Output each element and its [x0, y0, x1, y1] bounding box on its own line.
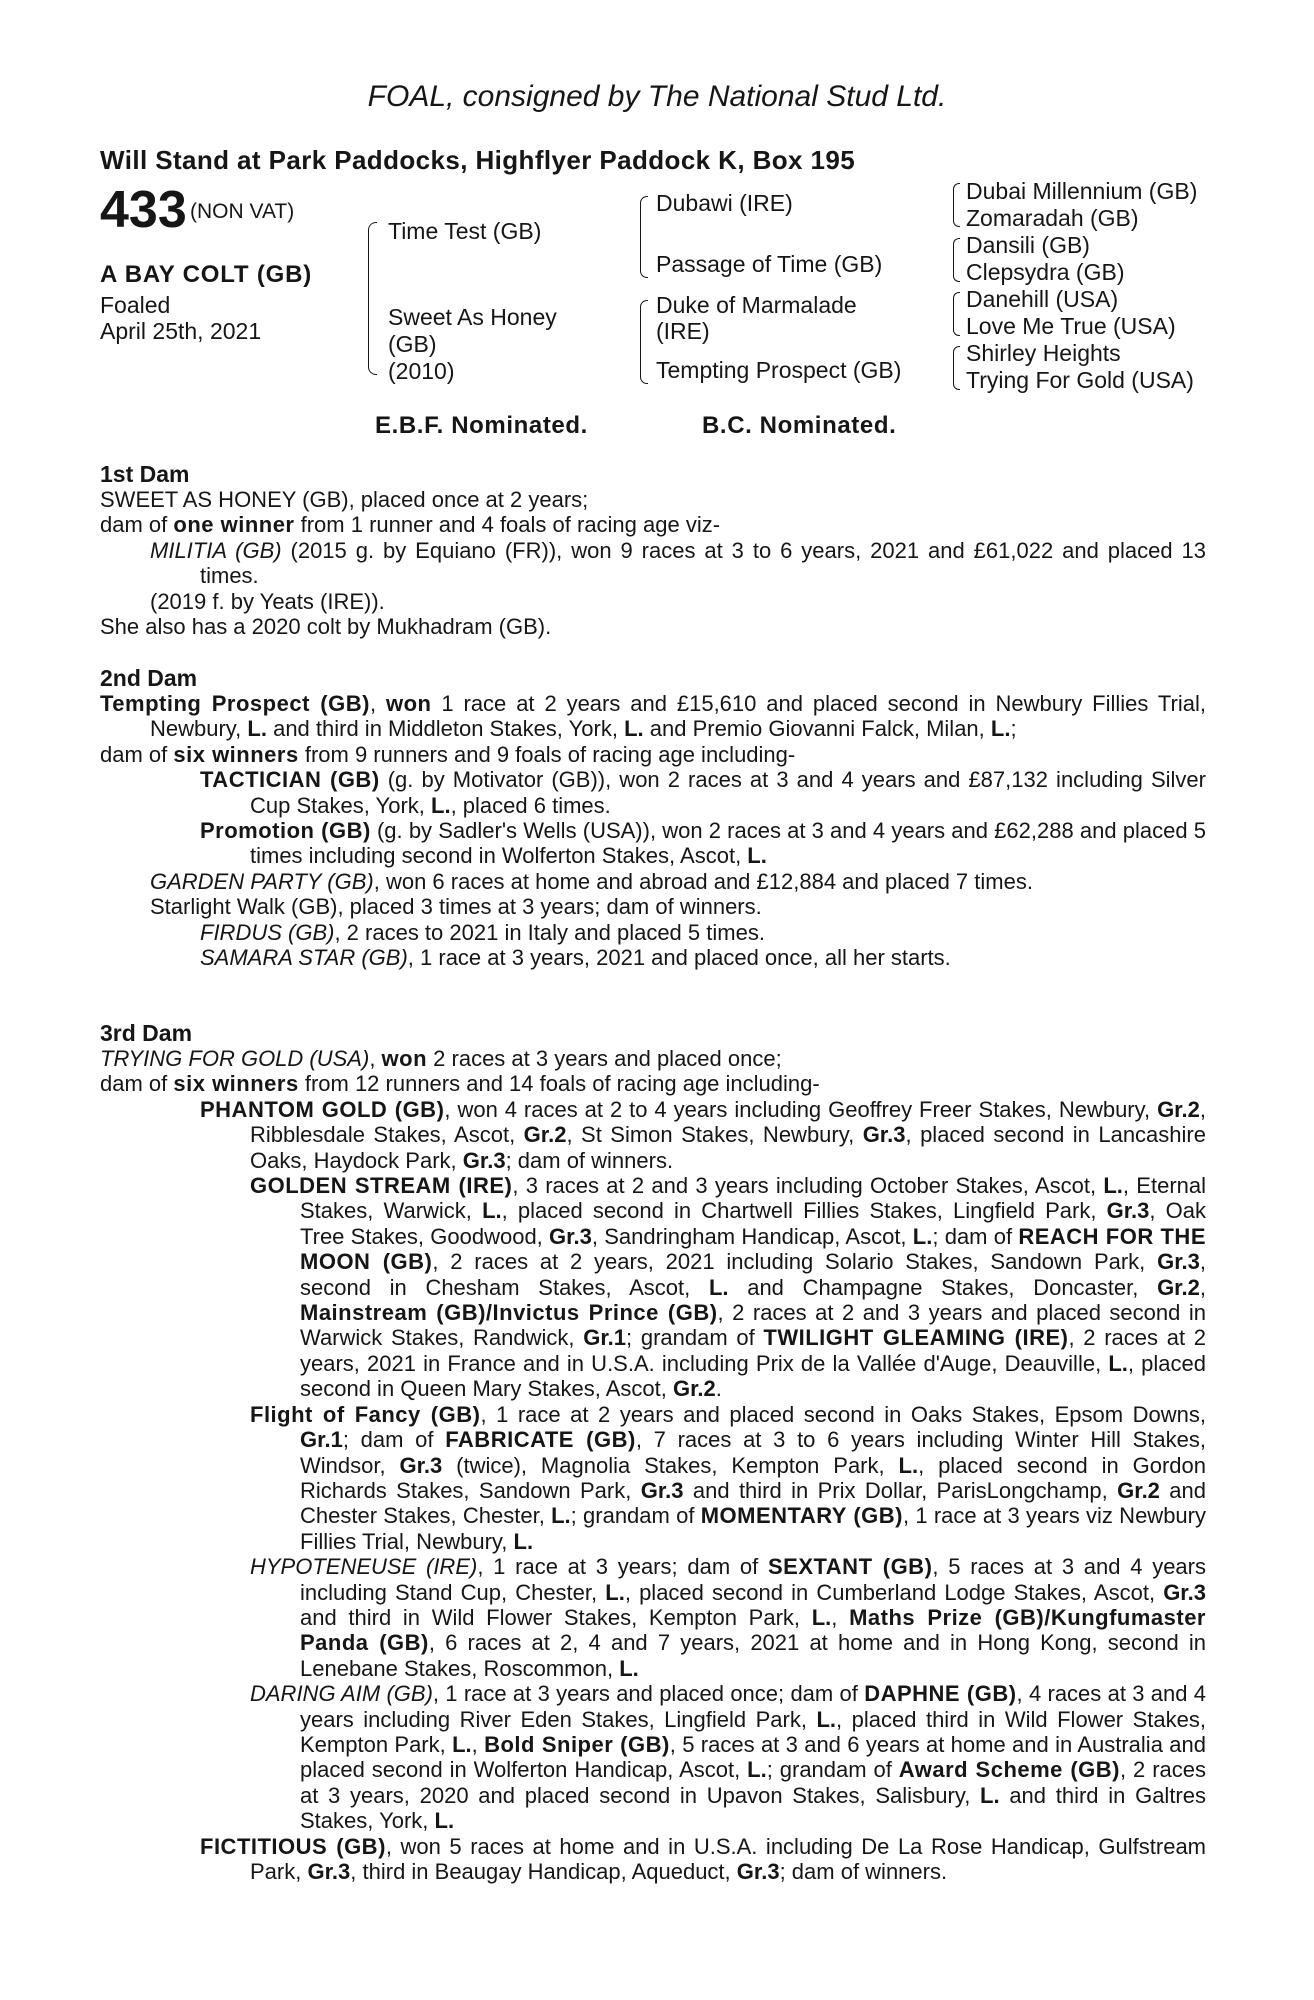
text: , won 6 races at home and abroad and £12,884 and placed 7 times. [373, 868, 1033, 894]
text: , 1 race at 3 years viz Newbury Fillies Trial, Newbury, [300, 1503, 1206, 1554]
text: , Ribblesdale Stakes, Ascot, [250, 1096, 1206, 1148]
second-dam-record [100, 691, 1206, 742]
text: , 2 races at 2 years, 2021 including Solario Stakes, Sandown Park, [432, 1249, 1158, 1275]
text: and Champagne Stakes, Doncaster, [728, 1274, 1158, 1300]
pedigree-brace [368, 222, 377, 375]
pedigree-brace [953, 346, 960, 390]
listed-mark: L. [431, 792, 451, 818]
text: , St Simon Stakes, Newbury, [566, 1122, 863, 1148]
third-dam-record [100, 1046, 1206, 1071]
text: Starlight Walk (GB), placed 3 times at 3 years; dam of winners. [150, 894, 762, 920]
dsd-name: Love Me True (USA) [966, 313, 1176, 339]
text: , placed second in Lancashire Oaks, Haydock Park, [250, 1122, 1206, 1173]
foaled-date: April 25th, 2021 [100, 318, 262, 344]
horse-name: Bold Sniper (GB) [484, 1731, 670, 1757]
second-dam-produce [100, 742, 1206, 767]
group-mark: Gr.3 [1106, 1198, 1150, 1224]
produce-entry [100, 945, 1206, 970]
horse-name: Mainstream (GB)/Invictus Prince (GB) [300, 1300, 718, 1326]
listed-mark: L. [619, 1655, 639, 1681]
first-dam-produce [100, 512, 1206, 537]
horse-name: FABRICATE (GB) [445, 1427, 636, 1453]
text: and third in Middleton Stakes, York, [266, 716, 625, 742]
group-mark: Gr.3 [862, 1122, 906, 1148]
text: won [381, 1046, 428, 1071]
bc-nominated: B.C. Nominated. [702, 412, 897, 439]
text: , 7 races at 3 to 6 years including Winter Hill Stakes, Windsor, [300, 1427, 1206, 1478]
horse-name: Promotion (GB) [200, 818, 371, 844]
sire-sire: Dubawi (IRE) [656, 190, 793, 216]
horse-name: PHANTOM GOLD (GB) [200, 1096, 445, 1122]
group-mark: Gr.2 [672, 1376, 716, 1402]
text: , placed second in Queen Mary Stakes, Ascot, [300, 1350, 1206, 1402]
dds-name: Shirley Heights [966, 340, 1121, 366]
text: , 6 races at 2, 4 and 7 years, 2021 at home and in Hong Kong, second in Lenebane Stakes, Roscommon, [300, 1630, 1206, 1681]
text: , 2 races at 3 years, 2020 and placed second in Upavon Stakes, Salisbury, [300, 1757, 1206, 1808]
text: , placed 6 times. [450, 792, 611, 818]
listed-mark: L. [747, 843, 767, 869]
text: , [369, 1046, 382, 1071]
horse-name: DARING AIM (GB) [250, 1681, 433, 1707]
horse-name: Award Scheme (GB) [898, 1757, 1120, 1783]
dam-dam: Tempting Prospect (GB) [656, 357, 902, 383]
group-mark: Gr.3 [1157, 1249, 1200, 1275]
sss-name: Dubai Millennium (GB) [966, 178, 1198, 204]
text: , placed second in Chartwell Fillies Stakes, Lingfield Park, [501, 1198, 1107, 1224]
produce-entry [100, 1834, 1206, 1885]
text: , 5 races at 3 and 4 years including Stand Cup, Chester, [300, 1554, 1206, 1605]
produce-entry [100, 1402, 1206, 1554]
third-dam-produce [100, 1071, 1206, 1096]
text: (2015 g. by Equiano (FR)), won 9 races at 3 to 6 years, 2021 and £61,022 and placed 13 times. [200, 537, 1206, 589]
text: ; grandam of [570, 1503, 701, 1529]
first-dam-note [100, 614, 1206, 639]
text: , placed third in Wild Flower Stakes, Kempton Park, [300, 1706, 1206, 1757]
text: , 1 race at 3 years and placed once; dam of [432, 1681, 865, 1707]
listed-mark: L. [990, 716, 1011, 742]
horse-name: Flight of Fancy (GB) [250, 1401, 481, 1427]
horse-name: DAPHNE (GB) [864, 1681, 1017, 1707]
listed-mark: L. [434, 1808, 455, 1834]
produce-entry [100, 1173, 1206, 1402]
ssd-name: Zomaradah (GB) [966, 205, 1139, 231]
listed-mark: L. [816, 1706, 837, 1732]
listed-mark: L. [1103, 1173, 1123, 1199]
text: , [831, 1604, 850, 1630]
listed-mark: L. [898, 1452, 919, 1478]
text: , 1 race at 3 years; dam of [477, 1554, 768, 1580]
ebf-nominated: E.B.F. Nominated. [375, 412, 588, 439]
first-dam-section [100, 462, 1206, 639]
horse-name: GARDEN PARTY (GB) [150, 868, 374, 894]
horse-name: SAMARA STAR (GB) [200, 945, 408, 971]
listed-mark: L. [452, 1731, 472, 1757]
dam-sire: Duke of Marmalade [656, 292, 857, 318]
first-dam-line [100, 487, 1206, 512]
text: and third in Prix Dollar, ParisLongchamp, [683, 1477, 1118, 1503]
horse-name: REACH FOR THE MOON (GB) [300, 1223, 1206, 1275]
text: and Premio Giovanni Falck, Milan, [643, 716, 991, 742]
text: , Sandringham Handicap, Ascot, [591, 1223, 913, 1249]
horse-name: TACTICIAN (GB) [200, 767, 380, 793]
horse-name: GOLDEN STREAM (IRE) [250, 1173, 513, 1199]
text: , [369, 691, 386, 716]
text: , placed second in Cumberland Lodge Stakes, Ascot, [624, 1579, 1164, 1605]
dam-name-country: (GB) [388, 331, 437, 357]
horse-name: MILITIA (GB) [150, 537, 282, 563]
text: 1 race at 2 years and £15,610 and placed second in Newbury Fillies Trial, Newbury, [150, 691, 1206, 742]
sdd-name: Clepsydra (GB) [966, 259, 1125, 285]
produce-entry [100, 920, 1206, 945]
text: ; dam of [932, 1223, 1019, 1249]
produce-entry [100, 767, 1206, 818]
group-mark: Gr.1 [300, 1427, 343, 1453]
first-dam-name: SWEET AS HONEY (GB), placed once at 2 years; [100, 487, 589, 512]
text: , third in Beaugay Handicap, Aqueduct, [350, 1859, 737, 1884]
listed-mark: L. [811, 1604, 832, 1630]
text: , 4 races at 3 and 4 years including River Eden Stakes, Lingfield Park, [300, 1681, 1206, 1732]
horse-name: SEXTANT (GB) [767, 1554, 933, 1580]
group-mark: Gr.2 [1157, 1096, 1200, 1122]
text: , [1199, 1274, 1206, 1300]
text: , won 4 races at 2 to 4 years including Geoffrey Freer Stakes, Newbury, [444, 1096, 1158, 1122]
text: and third in Wild Flower Stakes, Kempton Park, [300, 1604, 812, 1630]
text: ; grandam of [766, 1757, 899, 1783]
foaled-label: Foaled [100, 292, 171, 318]
group-mark: Gr.3 [640, 1477, 684, 1503]
listed-mark: L. [708, 1274, 729, 1300]
text: , [471, 1731, 485, 1757]
pedigree-brace [953, 292, 960, 336]
produce-entry [100, 894, 1206, 919]
text: dam of [100, 512, 174, 538]
pedigree-brace [640, 196, 648, 278]
dam-year: (2010) [388, 358, 455, 384]
sds-name: Dansili (GB) [966, 232, 1090, 258]
pedigree-brace [953, 238, 960, 282]
pedigree-brace [953, 183, 960, 227]
winner-count: one winner [173, 512, 295, 538]
group-mark: Gr.1 [583, 1325, 627, 1351]
text: , 2 races at 2 and 3 years and placed second in Warwick Stakes, Randwick, [300, 1300, 1206, 1351]
produce-entry [100, 1554, 1206, 1681]
third-dam-heading: 3rd Dam [100, 1020, 193, 1046]
consignor-line: FOAL, consigned by The National Stud Ltd. [367, 80, 947, 113]
text: (twice), Magnolia Stakes, Kempton Park, [442, 1452, 899, 1478]
winner-count: six winners [173, 741, 299, 767]
listed-mark: L. [605, 1579, 625, 1605]
listed-mark: L. [747, 1757, 767, 1783]
text: , 5 races at 3 and 6 years at home and in Australia and placed second in Wolferton Handicap, Ascot, [300, 1731, 1206, 1783]
vat-status: (NON VAT) [190, 200, 295, 223]
lot-number: 433 [100, 181, 187, 239]
produce-entry [100, 538, 1206, 589]
listed-mark: L. [1108, 1350, 1128, 1376]
produce-entry [100, 1097, 1206, 1173]
text: , 3 races at 2 and 3 years including October Stakes, Ascot, [512, 1173, 1104, 1199]
horse-name: FICTITIOUS (GB) [200, 1833, 386, 1859]
produce-entry [100, 1681, 1206, 1833]
text: won [385, 691, 432, 716]
first-dam-heading: 1st Dam [100, 461, 190, 487]
lot-title: A BAY COLT (GB) [100, 261, 313, 288]
listed-mark: L. [624, 716, 644, 742]
ddd-name: Trying For Gold (USA) [966, 367, 1194, 393]
horse-name: MOMENTARY (GB) [700, 1503, 903, 1529]
second-dam-section [100, 666, 1206, 970]
horse-name: Tempting Prospect (GB) [100, 691, 370, 716]
text: 2 races at 3 years and placed once; [427, 1046, 782, 1071]
winner-count: six winners [173, 1071, 299, 1097]
horse-name: TWILIGHT GLEAMING (IRE) [763, 1325, 1069, 1351]
text: , 1 race at 3 years, 2021 and placed once, all her starts. [407, 945, 951, 971]
text: , Oak Tree Stakes, Goodwood, [300, 1198, 1206, 1249]
horse-name: HYPOTENEUSE (IRE) [250, 1554, 478, 1580]
produce-entry [100, 818, 1206, 869]
group-mark: Gr.3 [549, 1223, 592, 1249]
dam-sire-country: (IRE) [656, 318, 710, 344]
text: and Chester Stakes, Chester, [300, 1477, 1206, 1529]
third-dam-section [100, 1021, 1206, 1884]
group-mark: Gr.3 [307, 1859, 351, 1884]
text: , won 5 races at home and in U.S.A. including De La Rose Handicap, Gulfstream Park, [250, 1833, 1207, 1884]
sire-dam: Passage of Time (GB) [656, 251, 883, 277]
text: , 2 races to 2021 in Italy and placed 5 times. [334, 919, 765, 945]
text: , placed second in Gordon Richards Stakes, Sandown Park, [300, 1452, 1206, 1503]
horse-name: TRYING FOR GOLD (USA) [100, 1046, 370, 1071]
text: . [715, 1376, 722, 1402]
produce-entry [100, 869, 1206, 894]
second-dam-heading: 2nd Dam [100, 665, 198, 691]
text: ; grandam of [626, 1325, 764, 1351]
listed-mark: L. [247, 716, 267, 742]
sire-name: Time Test (GB) [388, 218, 542, 244]
listed-mark: L. [513, 1528, 534, 1554]
stand-location: Will Stand at Park Paddocks, Highflyer Paddock K, Box 195 [100, 145, 856, 175]
text: from 1 runner and 4 foals of racing age viz- [294, 512, 721, 538]
group-mark: Gr.3 [1163, 1579, 1206, 1605]
text: (g. by Motivator (GB)), won 2 races at 3 and 4 years and £87,132 including Silver Cup Stakes, York, [250, 767, 1206, 818]
group-mark: Gr.2 [1157, 1274, 1200, 1300]
text: , 2 races at 2 years, 2021 in France and in U.S.A. including Prix de la Vallée d'Auge, Deauville, [300, 1325, 1206, 1376]
group-mark: Gr.2 [523, 1122, 567, 1148]
produce-entry [100, 589, 1206, 614]
group-mark: Gr.3 [399, 1452, 443, 1478]
listed-mark: L. [482, 1198, 502, 1224]
text: , second in Chesham Stakes, Ascot, [300, 1249, 1207, 1300]
group-mark: Gr.3 [736, 1859, 780, 1884]
group-mark: Gr.3 [462, 1147, 506, 1173]
text: ; dam of [342, 1427, 446, 1453]
listed-mark: L. [551, 1503, 571, 1529]
dss-name: Danehill (USA) [966, 286, 1119, 312]
text: (g. by Sadler's Wells (USA)), won 2 races at 3 and 4 years and £62,288 and placed 5 times including second in Wolferton Stakes, Ascot, [250, 818, 1206, 869]
text: (2019 f. by Yeats (IRE)). [150, 588, 385, 614]
horse-name: FIRDUS (GB) [200, 919, 335, 945]
horse-name: Maths Prize (GB)/Kungfumaster Panda (GB) [300, 1604, 1206, 1656]
text: dam of [100, 1071, 174, 1097]
text: from 12 runners and 14 foals of racing age including- [298, 1071, 820, 1097]
pedigree-brace [640, 300, 648, 384]
text: and third in Galtres Stakes, York, [300, 1782, 1206, 1834]
listed-mark: L. [912, 1223, 933, 1249]
text: ; dam of winners. [779, 1859, 948, 1884]
text: She also has a 2020 colt by Mukhadram (GB). [100, 614, 552, 640]
text: from 9 runners and 9 foals of racing age including- [298, 741, 796, 767]
text: , 1 race at 2 years and placed second in Oaks Stakes, Epsom Downs, [480, 1401, 1206, 1427]
text: dam of [100, 741, 174, 767]
listed-mark: L. [980, 1782, 1000, 1808]
text: , Eternal Stakes, Warwick, [300, 1173, 1207, 1224]
group-mark: Gr.2 [1117, 1477, 1160, 1503]
dam-name: Sweet As Honey [388, 304, 557, 330]
text: ; [1010, 716, 1017, 742]
text: ; dam of winners. [505, 1147, 674, 1173]
